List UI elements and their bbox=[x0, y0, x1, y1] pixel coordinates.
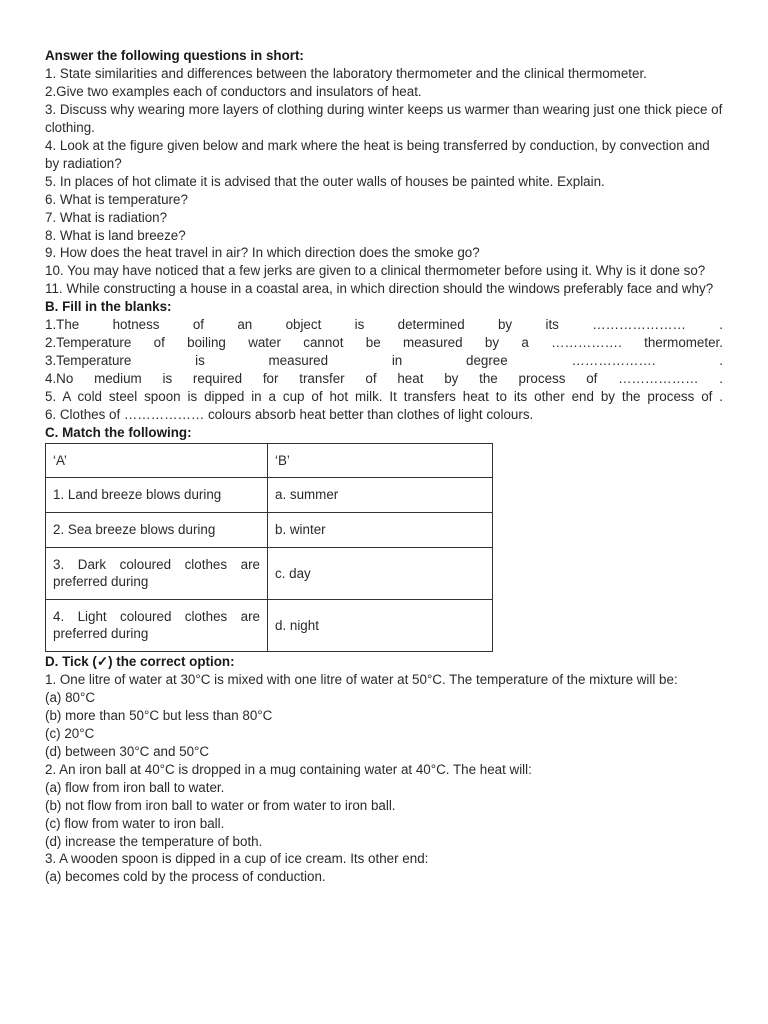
question-8: 8. What is land breeze? bbox=[45, 227, 186, 243]
blank-5: 5. A cold steel spoon is dipped in a cup of hot milk. It transfers heat to its other end by the process of . bbox=[45, 389, 723, 405]
question-2: 2.Give two examples each of conductors and insulators of heat. bbox=[45, 83, 422, 99]
question-11: 11. While constructing a house in a coastal area, in which direction should the windows preferably face and why? bbox=[45, 281, 714, 297]
question-6: 6. What is temperature? bbox=[45, 191, 188, 207]
column-b-header: ‘B’ bbox=[268, 443, 493, 477]
question-7: 7. What is radiation? bbox=[45, 209, 168, 225]
table-row bbox=[46, 512, 493, 547]
match-b-cell: a. summer bbox=[268, 477, 493, 512]
match-header-row bbox=[46, 443, 493, 477]
question-1: 1. State similarities and differences between the laboratory thermometer and the clinical thermometer. bbox=[45, 65, 647, 81]
section-b-heading: B. Fill in the blanks: bbox=[45, 299, 172, 315]
blank-2: 2.Temperature of boiling water cannot be measured by a ……………. thermometer. bbox=[45, 335, 723, 351]
blank-4: 4.No medium is required for transfer of heat by the process of ……………… . bbox=[45, 371, 723, 387]
question-9: 9. How does the heat travel in air? In which direction does the smoke go? bbox=[45, 245, 480, 261]
mcq-2-option-c: (c) flow from water to iron ball. bbox=[45, 815, 225, 831]
blank-1: 1.The hotness of an object is determined by its ………………… . bbox=[45, 317, 723, 333]
mcq-3-question: 3. A wooden spoon is dipped in a cup of ice cream. Its other end: bbox=[45, 851, 429, 867]
match-a-cell: 2. Sea breeze blows during bbox=[46, 512, 268, 547]
question-4: 4. Look at the figure given below and mark where the heat is being transferred by conduction, by convection and by radiation? bbox=[45, 137, 710, 171]
mcq-1-option-b: (b) more than 50°C but less than 80°C bbox=[45, 707, 273, 723]
worksheet bbox=[45, 47, 723, 886]
mcq-1-question: 1. One litre of water at 30°C is mixed with one litre of water at 50°C. The temperature of the mixture will be: bbox=[45, 671, 678, 687]
match-a-cell: 3. Dark coloured clothes are preferred during bbox=[46, 547, 268, 599]
table-row bbox=[46, 477, 493, 512]
match-a-cell: 4. Light coloured clothes are preferred during bbox=[46, 599, 268, 651]
question-5: 5. In places of hot climate it is advised that the outer walls of houses be painted white. Explain. bbox=[45, 173, 605, 189]
section-a-heading: Answer the following questions in short: bbox=[45, 48, 304, 63]
blank-6: 6. Clothes of ……………… colours absorb heat better than clothes of light colours. bbox=[45, 407, 534, 423]
mcq-2-option-a: (a) flow from iron ball to water. bbox=[45, 779, 225, 795]
mcq-2-option-d: (d) increase the temperature of both. bbox=[45, 833, 263, 849]
table-row bbox=[46, 599, 493, 651]
mcq-1-option-c: (c) 20°C bbox=[45, 725, 95, 741]
question-3: 3. Discuss why wearing more layers of clothing during winter keeps us warmer than wearing just one thick piece of clothing. bbox=[45, 101, 723, 135]
section-c-heading: C. Match the following: bbox=[45, 425, 192, 441]
match-b-cell: b. winter bbox=[268, 512, 493, 547]
blank-3: 3.Temperature is measured in degree ………………. . bbox=[45, 353, 723, 369]
match-a-cell: 1. Land breeze blows during bbox=[46, 477, 268, 512]
match-table bbox=[45, 443, 493, 652]
mcq-1-option-a: (a) 80°C bbox=[45, 689, 96, 705]
match-b-cell: d. night bbox=[268, 599, 493, 651]
mcq-2-option-b: (b) not flow from iron ball to water or from water to iron ball. bbox=[45, 797, 396, 813]
section-d-heading: D. Tick (✓) the correct option: bbox=[45, 653, 235, 669]
match-b-cell: c. day bbox=[268, 547, 493, 599]
mcq-2-question: 2. An iron ball at 40°C is dropped in a mug containing water at 40°C. The heat will: bbox=[45, 761, 532, 777]
mcq-1-option-d: (d) between 30°C and 50°C bbox=[45, 743, 210, 759]
question-10: 10. You may have noticed that a few jerks are given to a clinical thermometer before using it. Why is it done so? bbox=[45, 263, 706, 279]
column-a-header: ‘A’ bbox=[46, 443, 268, 477]
table-row bbox=[46, 547, 493, 599]
mcq-3-option-a: (a) becomes cold by the process of conduction. bbox=[45, 869, 326, 885]
